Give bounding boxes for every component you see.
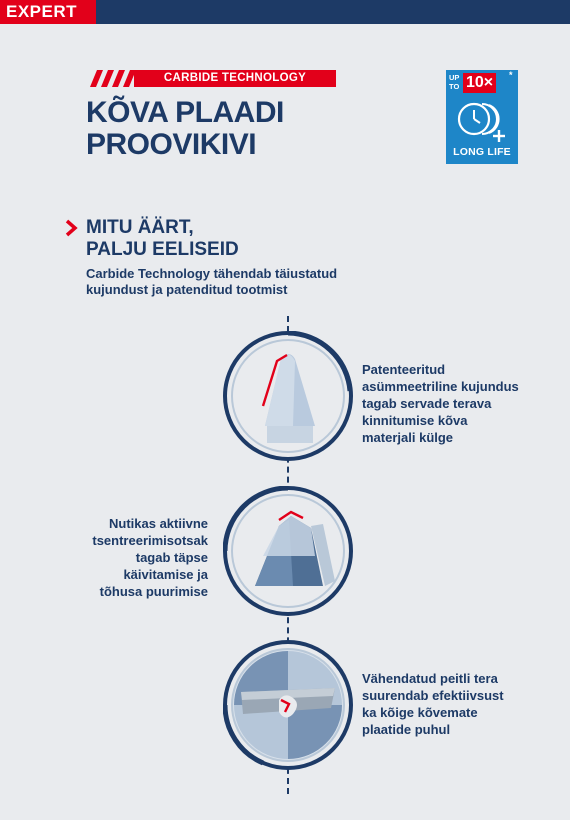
clock-plus-icon (456, 98, 510, 144)
section-heading-line-2: PALJU EELISEID (86, 239, 239, 260)
feature-2-line-3: tagab täpse (135, 550, 208, 565)
feature-3-line-1: Vähendatud peitli tera (362, 671, 498, 686)
asymmetric-tip-illustration (223, 331, 353, 461)
title-line-2: PROOVIKIVI (86, 128, 257, 161)
expert-badge: EXPERT (0, 0, 96, 24)
feature-2-line-5: tõhusa puurimise (99, 584, 208, 599)
feature-1-line-3: tagab servade terava (362, 396, 492, 411)
up-to-label (449, 73, 463, 95)
asterisk-mark: * (509, 70, 513, 80)
chevron-right-icon (64, 219, 80, 237)
up-label: UP (449, 73, 460, 82)
feature-2-line-1: Nutikas aktiivne (109, 516, 208, 531)
feature-2-line-2: tsentreerimisotsak (92, 533, 208, 548)
ribbon-label: CARBIDE TECHNOLOGY (134, 70, 336, 87)
chisel-edge-illustration (223, 640, 353, 770)
feature-3-line-3: ka kõige kõvemate (362, 705, 478, 720)
section-lead (86, 266, 376, 298)
page-title (86, 97, 386, 161)
feature-1-caption (362, 361, 519, 446)
feature-2-caption (58, 515, 208, 600)
centering-tip-illustration (223, 486, 353, 616)
to-label: TO (449, 82, 460, 91)
carbide-technology-ribbon (86, 70, 336, 87)
feature-1-line-1: Patenteeritud (362, 362, 446, 377)
multiplier-label: 10× (463, 73, 496, 93)
section-heading (86, 217, 346, 261)
feature-3-line-4: plaatide puhul (362, 722, 451, 737)
feature-1-line-5: materjali külge (362, 430, 454, 445)
feature-2-line-4: käivitamise ja (123, 567, 208, 582)
feature-1-illustration (223, 331, 353, 461)
feature-2-illustration (223, 486, 353, 616)
section-heading-line-1: MITU ÄÄRT, (86, 217, 194, 238)
title-line-1: KÕVA PLAADI (86, 96, 284, 129)
section-lead-line-1: Carbide Technology tähendab täiustatud (86, 266, 338, 281)
feature-3-line-2: suurendab efektiivsust (362, 688, 504, 703)
feature-3-illustration (223, 640, 353, 770)
feature-3-caption (362, 670, 504, 738)
top-bar (0, 0, 570, 24)
ribbon-stripes-icon (86, 70, 138, 87)
long-life-badge (446, 70, 518, 164)
section-lead-line-2: kujundust ja patenditud tootmist (86, 282, 288, 297)
long-life-label: LONG LIFE (453, 146, 511, 158)
feature-1-line-2: asümmeetriline kujundus (362, 379, 519, 394)
feature-1-line-4: kinnitumise kõva (362, 413, 468, 428)
